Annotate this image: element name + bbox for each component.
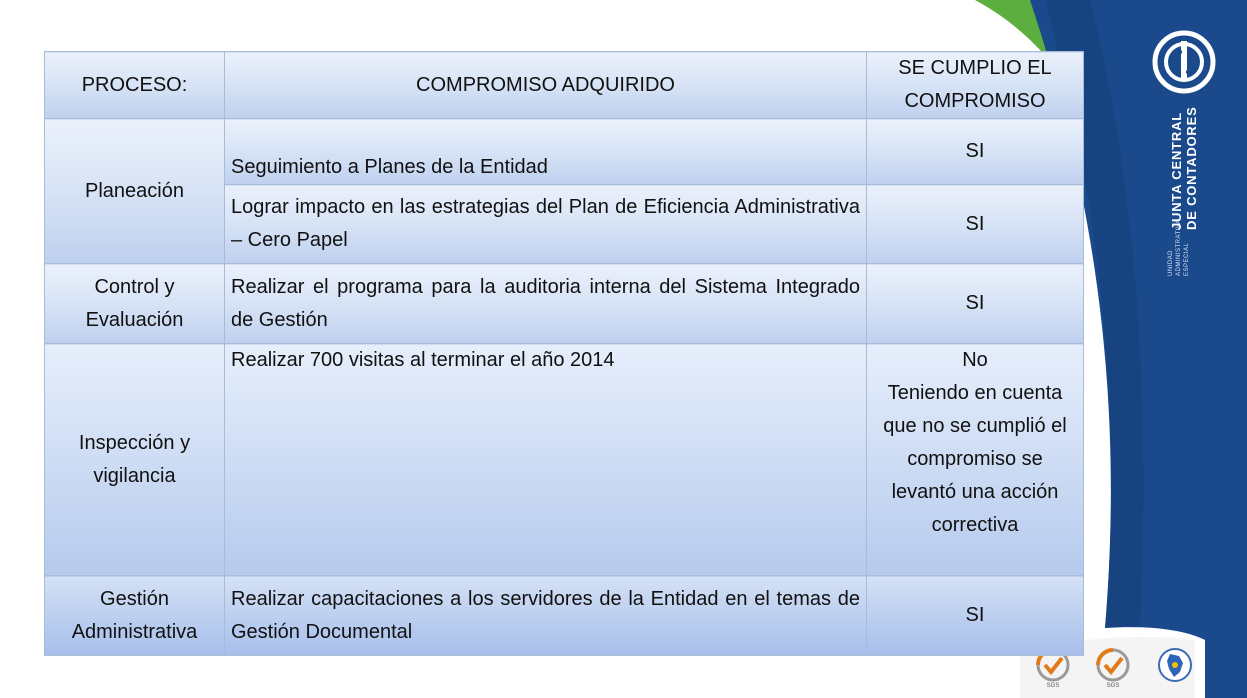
cell-fulfilled: SI: [867, 185, 1084, 264]
commitments-table: [44, 51, 1084, 656]
header-commitment: COMPROMISO ADQUIRIDO: [225, 52, 867, 119]
logo-small-line-2: ADMINISTRATIVA: [1176, 219, 1182, 276]
cell-commitment: Realizar el programa para la auditoria interna del Sistema Integrado de Gestión: [225, 264, 867, 344]
table-row: [45, 576, 1084, 656]
cert-badge-2: [1090, 645, 1136, 695]
cell-commitment: Lograr impacto en las estrategias del Plan de Eficiencia Administrativa – Cero Papel: [225, 185, 867, 264]
fulfilled-status: No: [962, 349, 988, 371]
table-row: [45, 119, 1084, 185]
logo-big-line-1: JUNTA CENTRAL: [1169, 111, 1184, 230]
logo-small-line-1: UNIDAD: [1168, 249, 1174, 276]
institution-logo: [1150, 30, 1220, 280]
cell-process: Control y Evaluación: [45, 264, 225, 344]
cell-fulfilled: SI: [867, 119, 1084, 185]
table-header-row: [45, 52, 1084, 119]
cert-badge-3: [1152, 645, 1198, 695]
logo-small-line-3: ESPECIAL: [1184, 242, 1190, 276]
certificate-check-icon: [1090, 645, 1136, 685]
table-row: [45, 264, 1084, 344]
logo-big-line-2: DE CONTADORES: [1184, 106, 1199, 230]
colombia-map-seal-icon: [1152, 645, 1198, 685]
fulfilled-note: Teniendo en cuenta que no se cumplió el compromiso se levantó una acción correctiva: [883, 382, 1067, 536]
logo-emblem-icon: [1152, 30, 1216, 94]
cell-fulfilled: [867, 344, 1084, 576]
cert-label-1: SGS: [1046, 683, 1060, 689]
cell-fulfilled: SI: [867, 576, 1084, 656]
cell-process: Gestión Administrativa: [45, 576, 225, 656]
cell-commitment: Realizar capacitaciones a los servidores de la Entidad en el temas de Gestión Documental: [225, 576, 867, 656]
table-row: [45, 344, 1084, 576]
cell-commitment: Seguimiento a Planes de la Entidad: [225, 119, 867, 185]
header-fulfilled: SE CUMPLIO EL COMPROMISO: [867, 52, 1084, 119]
cert-label-2: SGS: [1106, 683, 1120, 689]
cell-process: Inspección y vigilancia: [45, 344, 225, 576]
cell-commitment: Realizar 700 visitas al terminar el año 2014: [225, 344, 867, 576]
cell-process: Planeación: [45, 119, 225, 264]
cell-fulfilled: SI: [867, 264, 1084, 344]
header-process: PROCESO:: [45, 52, 225, 119]
